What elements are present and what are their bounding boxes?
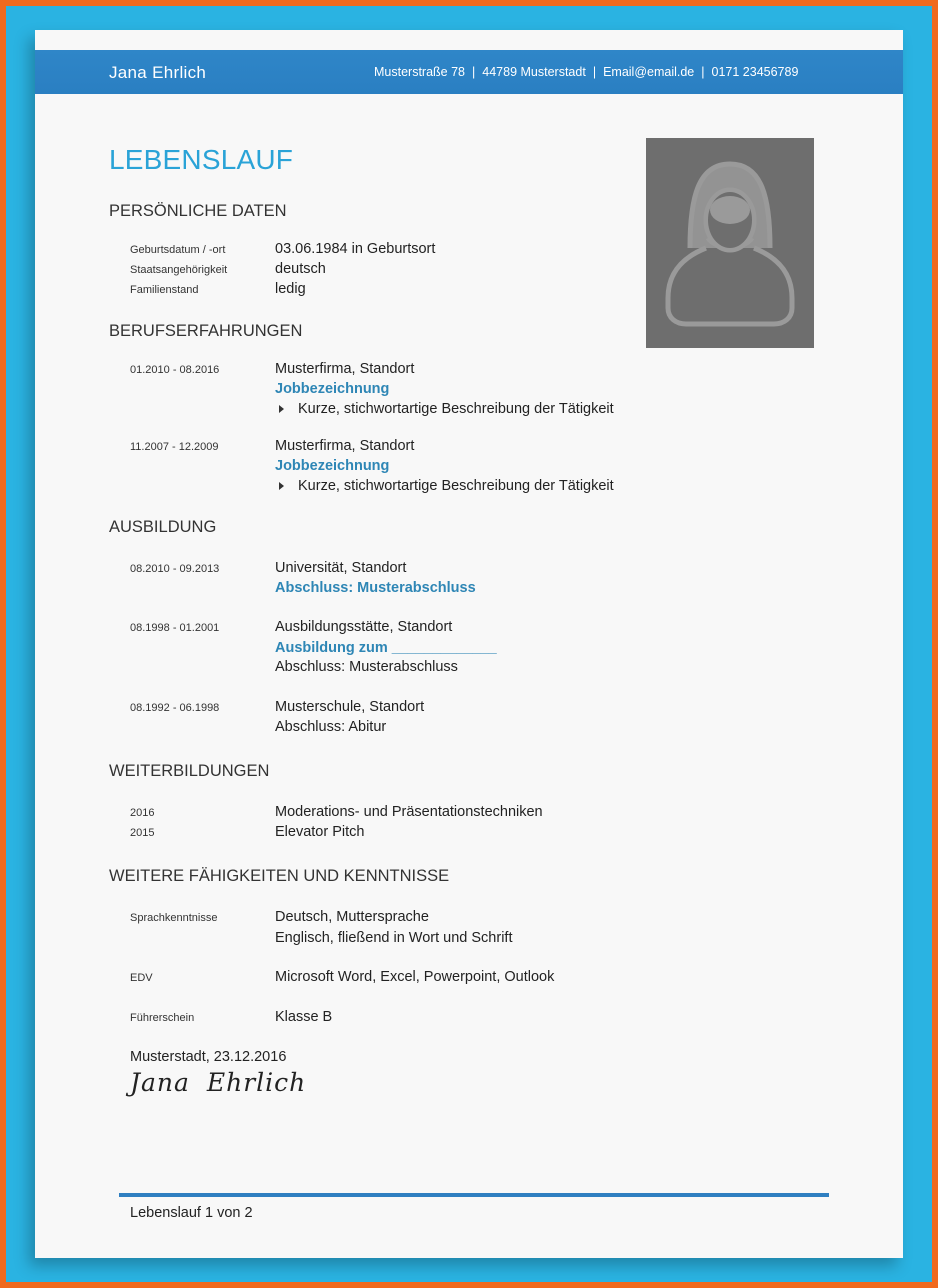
section-heading-education: AUSBILDUNG — [109, 518, 217, 536]
experience-company: Musterfirma, Standort — [275, 438, 415, 454]
training-year: 2015 — [130, 827, 155, 839]
page-footer: Lebenslauf 1 von 2 — [130, 1205, 253, 1221]
experience-company: Musterfirma, Standort — [275, 361, 415, 377]
skills-license-value: Klasse B — [275, 1009, 333, 1025]
section-heading-skills: WEITERE FÄHIGKEITEN UND KENNTNISSE — [109, 867, 450, 885]
profile-photo-placeholder — [646, 138, 814, 348]
education-highlight: Abschluss: Musterabschluss — [275, 580, 476, 596]
skills-it-label: EDV — [130, 972, 153, 984]
education-place: Ausbildungsstätte, Standort — [275, 619, 453, 635]
header-city: 44789 Musterstadt — [482, 65, 586, 79]
personal-value: 03.06.1984 in Geburtsort — [275, 241, 436, 257]
section-heading-experience: BERUFSERFAHRUNGEN — [109, 322, 303, 340]
cv-page — [35, 30, 903, 1258]
training-title: Elevator Pitch — [275, 824, 365, 840]
education-date: 08.1992 - 06.1998 — [130, 702, 220, 714]
experience-bullet — [275, 401, 614, 417]
header-contact — [374, 65, 798, 79]
personal-label: Geburtsdatum / -ort — [130, 244, 226, 256]
place-date: Musterstadt, 23.12.2016 — [130, 1049, 287, 1065]
header-address: Musterstraße 78 — [374, 65, 466, 79]
experience-role: Jobbezeichnung — [275, 381, 390, 397]
skills-license-label: Führerschein — [130, 1012, 195, 1024]
personal-value: deutsch — [275, 261, 326, 277]
section-heading-personal: PERSÖNLICHE DATEN — [109, 202, 287, 220]
skills-it-value: Microsoft Word, Excel, Powerpoint, Outlook — [275, 969, 555, 985]
training-title: Moderations- und Präsentationstechniken — [275, 804, 543, 820]
education-date: 08.2010 - 09.2013 — [130, 563, 220, 575]
personal-value: ledig — [275, 281, 306, 297]
footer-divider — [119, 1193, 829, 1197]
bullet-icon — [279, 405, 284, 413]
education-place: Musterschule, Standort — [275, 699, 425, 715]
education-place: Universität, Standort — [275, 560, 407, 576]
skills-language-label: Sprachkenntnisse — [130, 912, 218, 924]
header-separator: | — [701, 65, 705, 79]
signature: Jana Ehrlich — [130, 1068, 307, 1097]
education-date: 08.1998 - 01.2001 — [130, 622, 220, 634]
personal-label: Familienstand — [130, 284, 199, 296]
header-bar — [35, 50, 903, 94]
experience-date: 11.2007 - 12.2009 — [130, 441, 219, 453]
training-year: 2016 — [130, 807, 155, 819]
header-email[interactable]: Email@email.de — [603, 65, 695, 79]
experience-role: Jobbezeichnung — [275, 458, 390, 474]
education-note: Abschluss: Musterabschluss — [275, 659, 458, 675]
section-heading-training: WEITERBILDUNGEN — [109, 762, 270, 780]
page-title: LEBENSLAUF — [109, 144, 294, 175]
header-phone[interactable]: 0171 23456789 — [711, 65, 799, 79]
education-highlight: Ausbildung zum _____________ — [275, 640, 497, 656]
education-note: Abschluss: Abitur — [275, 719, 387, 735]
experience-bullet — [275, 478, 614, 494]
bullet-icon — [279, 482, 284, 490]
skills-language-2: Englisch, fließend in Wort und Schrift — [275, 930, 513, 946]
header-name: Jana Ehrlich — [109, 63, 207, 82]
personal-label: Staatsangehörigkeit — [130, 264, 228, 276]
header-separator: | — [472, 65, 476, 79]
header-separator: | — [592, 65, 597, 79]
person-icon — [646, 138, 814, 348]
skills-language-1: Deutsch, Muttersprache — [275, 909, 429, 925]
experience-description: Kurze, stichwortartige Beschreibung der Tätigkeit — [298, 401, 614, 417]
experience-date: 01.2010 - 08.2016 — [130, 364, 220, 376]
experience-description: Kurze, stichwortartige Beschreibung der Tätigkeit — [298, 478, 614, 494]
